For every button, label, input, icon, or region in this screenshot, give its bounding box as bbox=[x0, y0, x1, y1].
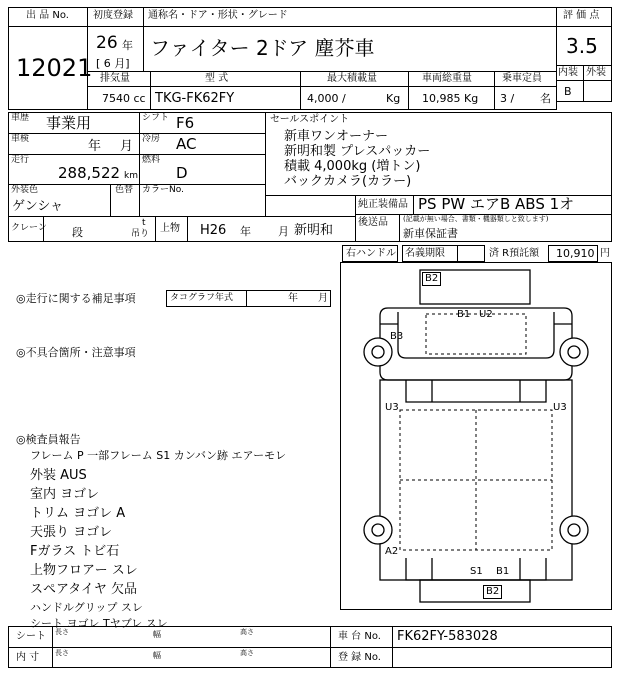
damage-mark: U2 bbox=[479, 309, 493, 320]
color-change-label: 色替 bbox=[115, 185, 134, 195]
shift-value: F6 bbox=[176, 114, 195, 132]
warranty-value: 新車保証書 bbox=[403, 227, 458, 240]
crane-stage-unit: 段 bbox=[72, 226, 83, 239]
gross-weight-label: 車両総重量 bbox=[422, 73, 472, 84]
history-label: 車歴 bbox=[11, 113, 30, 123]
tachograph-year-unit: 年 bbox=[288, 293, 298, 304]
interior-grade: B bbox=[564, 85, 572, 98]
ac-label: 冷房 bbox=[142, 134, 161, 144]
seat-height-label: 高さ bbox=[240, 628, 254, 636]
right-hand-drive-label: 右ハンドル bbox=[346, 248, 396, 259]
chassis-number-label: 車 台 No. bbox=[338, 631, 381, 642]
sales-point-line: バックカメラ(カラー) bbox=[284, 174, 412, 189]
inspector-report-label: ◎検査員報告 bbox=[16, 433, 81, 446]
equipment-value: PS PW エアB ABS 1オ bbox=[418, 195, 575, 213]
damage-mark: B1 bbox=[496, 566, 510, 577]
lot-number: 12021 bbox=[16, 54, 93, 82]
chassis-number: FK62FY-583028 bbox=[397, 629, 498, 644]
body-label: 上物 bbox=[160, 223, 180, 234]
color-value: ゲンシャ bbox=[12, 199, 64, 214]
report-line: Fガラス トビ石 bbox=[30, 544, 120, 559]
recycle-value: 10,910 bbox=[556, 247, 595, 260]
mileage-unit: km bbox=[124, 171, 138, 181]
body-era: H26 bbox=[200, 223, 227, 238]
displacement-value: 7540 cc bbox=[102, 92, 146, 105]
mileage-label: 走行 bbox=[11, 155, 30, 165]
color-code-label: カラーNo. bbox=[142, 185, 184, 195]
aftermarket-label: 後送品 bbox=[358, 217, 388, 228]
registration-year-unit: 年 bbox=[122, 39, 133, 52]
body-year-unit: 年 bbox=[240, 225, 251, 238]
interior-width-label: 幅 bbox=[153, 651, 161, 660]
damage-mark: A2 bbox=[385, 546, 399, 557]
mileage-value: 288,522 bbox=[58, 164, 121, 182]
damage-mark: B3 bbox=[390, 331, 404, 342]
interior-dims-label: 内 寸 bbox=[16, 652, 40, 663]
transfer-deadline-label: 名義期限 bbox=[405, 248, 445, 259]
gross-weight-value: 10,985 Kg bbox=[422, 92, 479, 105]
report-line: ハンドルグリップ スレ bbox=[30, 601, 143, 614]
history-value: 事業用 bbox=[46, 114, 92, 132]
truck-outline bbox=[340, 262, 612, 610]
damage-mark: B2 bbox=[422, 272, 441, 286]
seat-label: シート bbox=[16, 631, 46, 642]
inspection-year-unit: 年 bbox=[88, 139, 102, 154]
crane-lift-unit: 吊り bbox=[131, 229, 150, 239]
capacity-label: 乗車定員 bbox=[502, 73, 542, 84]
interior-length-label: 長さ bbox=[55, 649, 69, 657]
tachograph-month-unit: 月 bbox=[318, 293, 328, 304]
fuel-value: D bbox=[176, 164, 188, 182]
fuel-label: 燃料 bbox=[142, 155, 161, 165]
damage-mark: B2 bbox=[483, 585, 502, 599]
vehicle-name-label: 通称名・ドア・形状・グレード bbox=[148, 10, 288, 21]
model-label: 型 式 bbox=[205, 73, 229, 84]
crane-label: クレーン bbox=[11, 223, 47, 233]
overall-score: 3.5 bbox=[566, 34, 598, 58]
vehicle-name: ファイター 2ドア 塵芥車 bbox=[150, 36, 375, 60]
report-line: フレーム P 一部フレーム S1 カンバン跡 エアーモレ bbox=[30, 449, 287, 462]
damage-mark: B1 bbox=[457, 309, 471, 320]
registration-year: 26 bbox=[96, 33, 118, 53]
score-label: 評 価 点 bbox=[563, 10, 600, 21]
model-value: TKG-FK62FY bbox=[155, 91, 235, 106]
defects-label: ◎不具合箇所・注意事項 bbox=[16, 346, 136, 359]
damage-mark: U3 bbox=[553, 402, 567, 413]
body-month-unit: 月 bbox=[278, 225, 289, 238]
equipment-label: 純正装備品 bbox=[358, 199, 408, 210]
damage-mark: S1 bbox=[470, 566, 483, 577]
lot-label: 出 品 No. bbox=[26, 10, 69, 21]
capacity-value: 3 / bbox=[500, 92, 515, 105]
aftermarket-note: (記載が無い場合、書類・機器類しと致します) bbox=[403, 215, 549, 223]
registration-label: 初度登録 bbox=[93, 10, 133, 21]
ac-value: AC bbox=[176, 135, 197, 153]
registration-month: [ 6 月] bbox=[96, 57, 130, 70]
interior-height-label: 高さ bbox=[240, 649, 254, 657]
registration-number-label: 登 録 No. bbox=[338, 652, 381, 663]
sales-point-line: 新明和製 プレスパッカー bbox=[284, 144, 431, 159]
tachograph-label: タコグラフ年式 bbox=[170, 293, 234, 303]
report-line: 室内 ヨゴレ bbox=[30, 487, 100, 502]
report-line: 外装 AUS bbox=[30, 468, 87, 483]
recycle-label: 済 R預託額 bbox=[489, 248, 540, 259]
max-load-unit: Kg bbox=[386, 92, 401, 105]
sales-points-label: セールスポイント bbox=[270, 114, 350, 125]
capacity-unit: 名 bbox=[540, 92, 551, 105]
report-line: トリム ヨゴレ A bbox=[30, 506, 126, 521]
inspection-month-unit: 月 bbox=[120, 139, 134, 154]
max-load-label: 最大積載量 bbox=[327, 73, 377, 84]
exterior-label: 外装 bbox=[586, 67, 606, 78]
crane-ton-unit: t bbox=[142, 218, 146, 228]
seat-length-label: 長さ bbox=[55, 628, 69, 636]
report-line: 天張り ヨゴレ bbox=[30, 525, 113, 540]
displacement-label: 排気量 bbox=[100, 73, 130, 84]
body-maker: 新明和 bbox=[294, 223, 334, 238]
shift-label: シフト bbox=[142, 113, 170, 123]
damage-diagram bbox=[340, 262, 612, 610]
damage-mark: U3 bbox=[385, 402, 399, 413]
driving-remarks-label: ◎走行に関する補足事項 bbox=[16, 292, 136, 305]
sales-point-line: 新車ワンオーナー bbox=[284, 129, 389, 144]
report-line: シート ヨゴレ Tヤブレ スレ bbox=[30, 617, 168, 630]
seat-width-label: 幅 bbox=[153, 630, 161, 639]
interior-label: 内装 bbox=[558, 67, 578, 78]
color-label: 外装色 bbox=[11, 185, 39, 195]
inspection-label: 車検 bbox=[11, 134, 30, 144]
report-line: スペアタイヤ 欠品 bbox=[30, 582, 137, 597]
max-load-value: 4,000 / bbox=[307, 92, 346, 105]
sales-point-line: 積載 4,000kg (増トン) bbox=[284, 159, 421, 174]
yen-unit: 円 bbox=[600, 248, 610, 259]
report-line: 上物フロアー スレ bbox=[30, 563, 138, 578]
